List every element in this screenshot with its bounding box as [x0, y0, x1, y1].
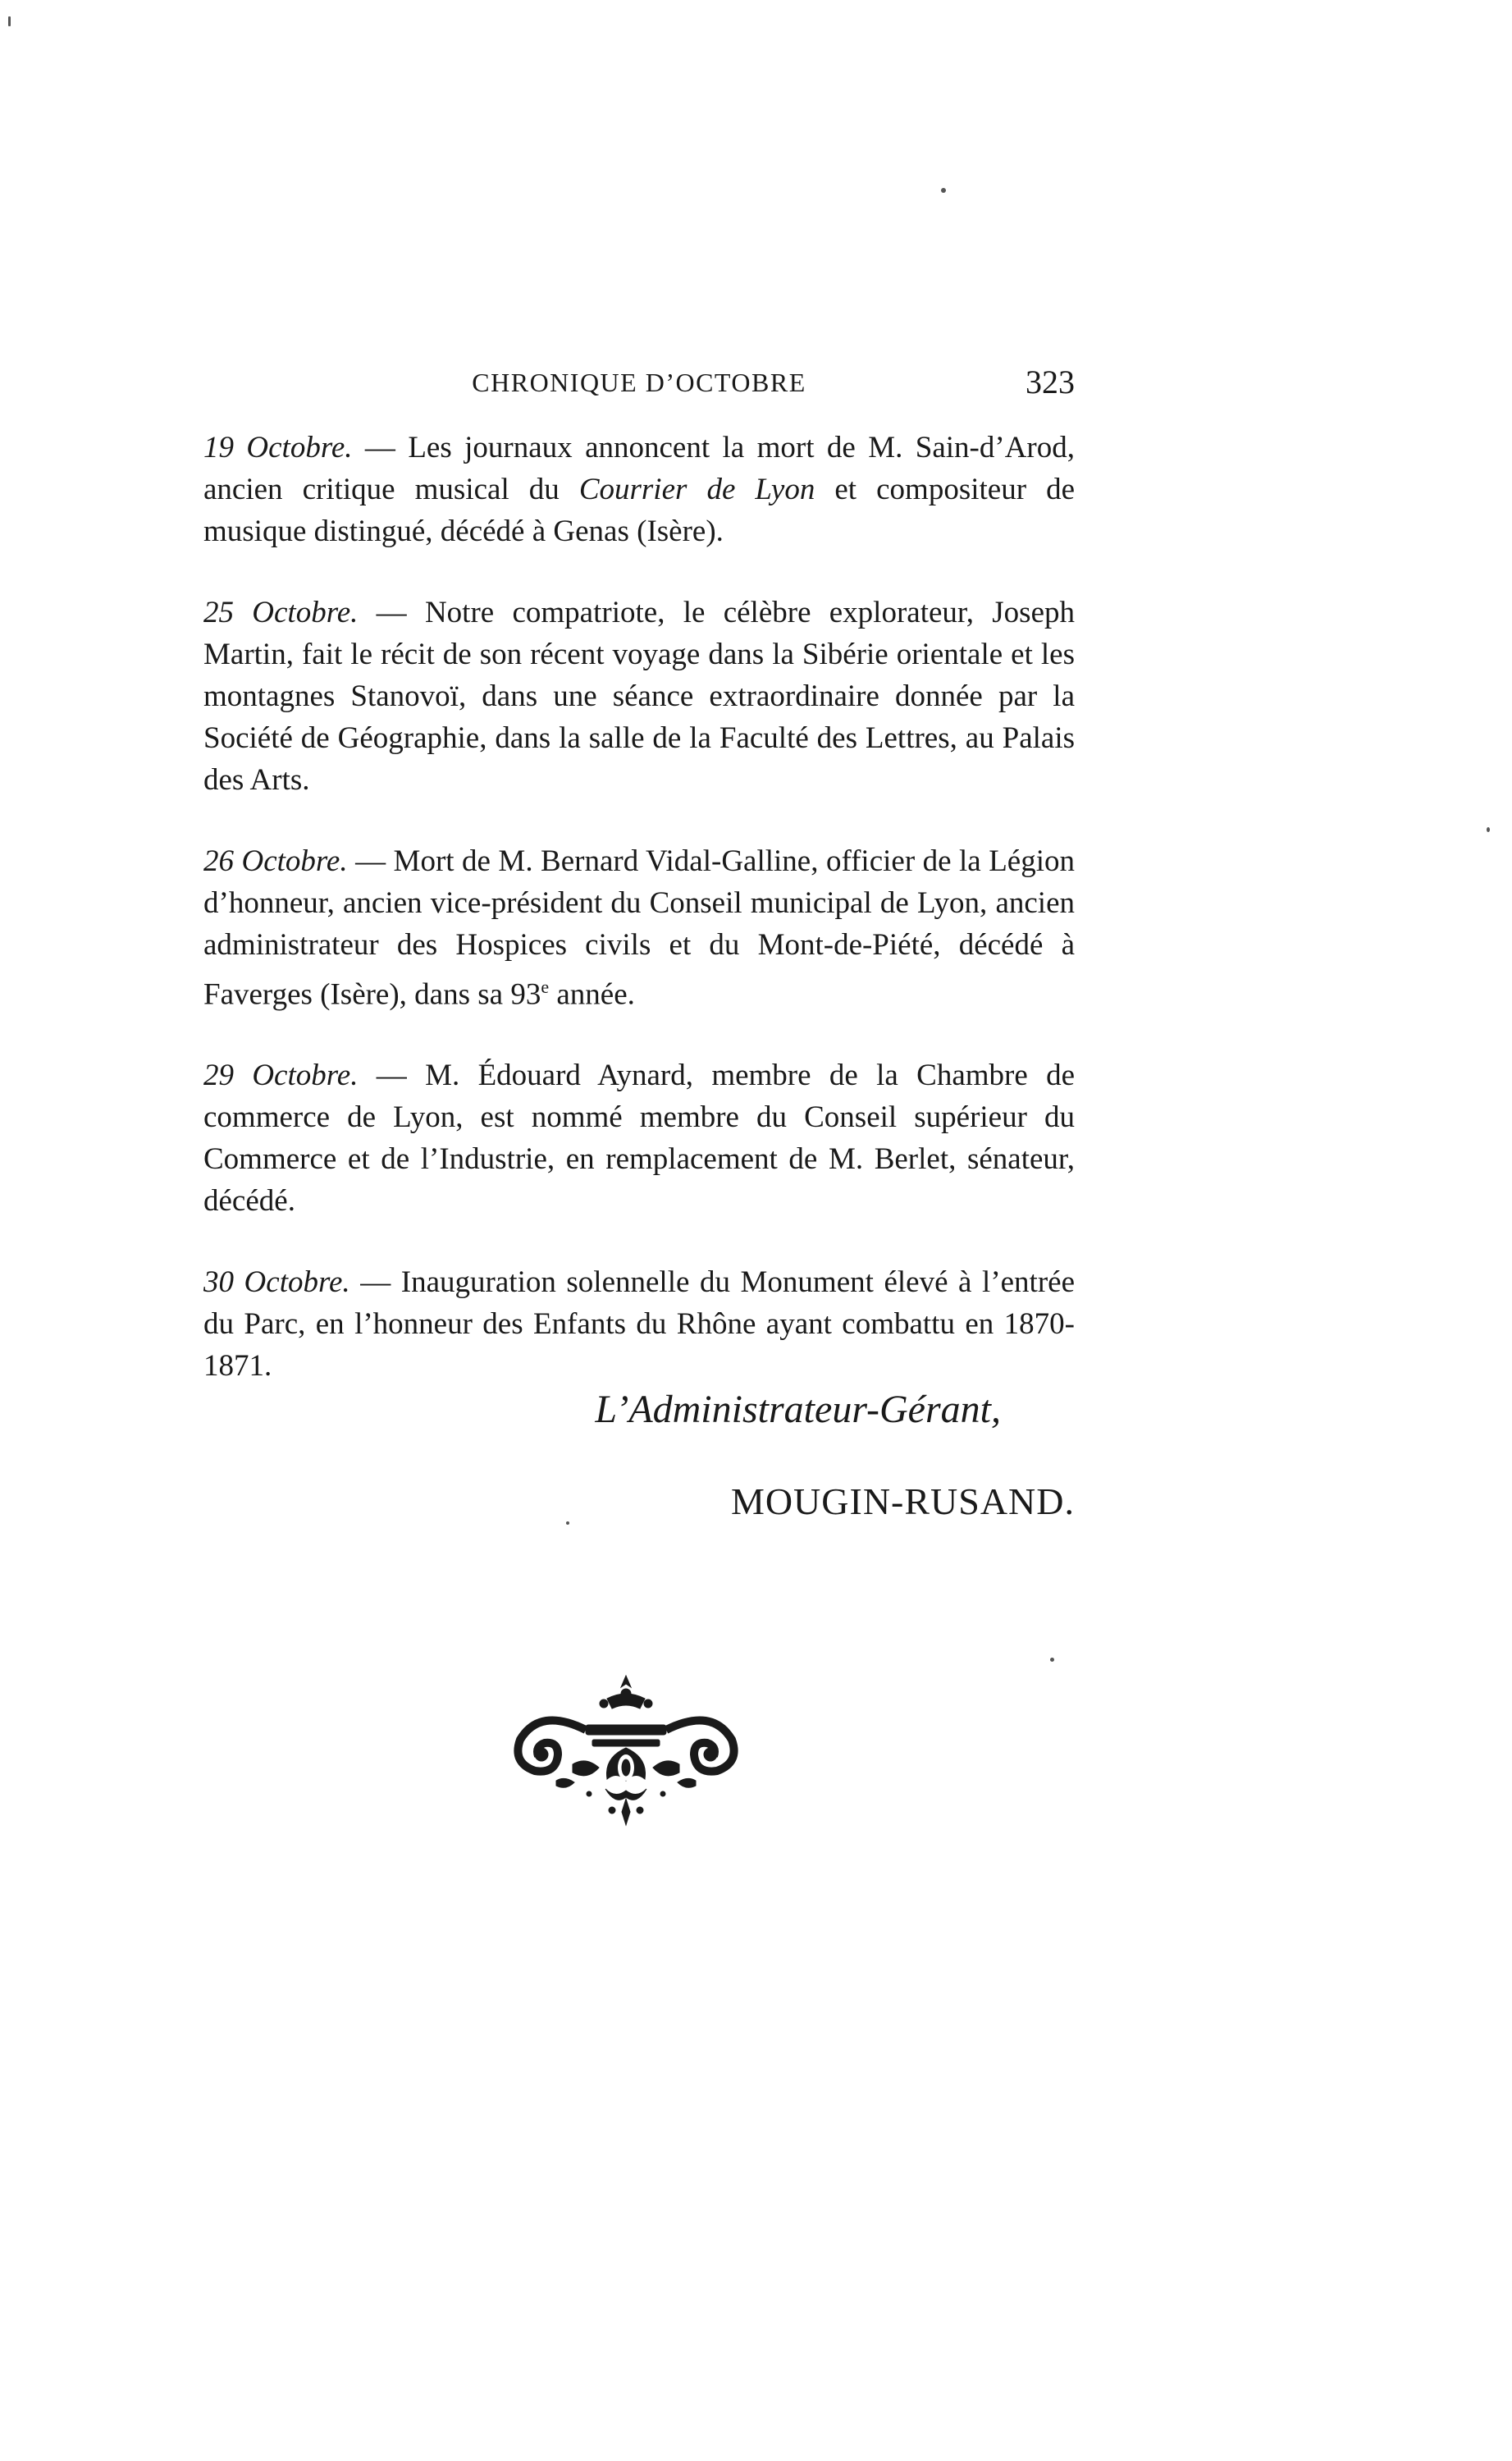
entry-date: 25 Octobre. — [203, 596, 359, 629]
entry-19-october — [203, 427, 1075, 552]
entry-text-continued: année. — [549, 977, 635, 1012]
scan-speck — [1487, 827, 1490, 832]
running-head — [203, 361, 1075, 410]
entry-29-october — [203, 1054, 1075, 1222]
newspaper-title: Courrier de Lyon — [578, 473, 815, 506]
entry-text: — M. Édouard Aynard, membre de la Chambre de commerce de Lyon, est nommé membre du Conseil supérieur du Commerce et de l’Industrie, en remplacement de M. Berlet, sénateur, décédé. — [203, 1059, 1076, 1219]
entry-date: 19 Octobre. — [203, 431, 353, 464]
signature-name: MOUGIN-RUSAND. — [730, 1480, 1075, 1522]
fleuron-ornament-icon — [507, 1666, 745, 1830]
entry-text: — Les journaux annoncent la mort de M. Sain-d’Arod, ancien critique musical du — [203, 431, 1075, 506]
entry-25-october — [203, 592, 1075, 801]
running-title: CHRONIQUE D’OCTOBRE — [472, 368, 806, 397]
entry-26-october — [203, 840, 1075, 1015]
entry-text: — Inauguration solennelle du Monument élevé à l’entrée du Parc, en l’honneur des Enfants du Rhône ayant combattu en 1870-1871. — [203, 1265, 1076, 1384]
entry-30-october — [203, 1261, 1075, 1387]
entry-date: 26 Octobre. — [203, 844, 348, 878]
scan-speck — [566, 1521, 569, 1525]
scan-speck — [941, 188, 946, 193]
entry-date: 29 Octobre. — [203, 1059, 359, 1093]
signature-block — [203, 1387, 1075, 1523]
entry-text: — Notre compatriote, le célèbre explorateur, Joseph Martin, fait le récit de son récent voyage dans la Sibérie orientale et les montagnes Stanovoï, dans une séance extraordinaire donnée par la Société de Géographie, dans la salle de la Faculté des Lettres, au Palais des Arts. — [203, 596, 1075, 797]
chronicle-body — [203, 427, 1075, 1426]
signature-title: L’Administrateur-Gérant, — [595, 1388, 1001, 1431]
scan-speck — [1050, 1658, 1054, 1662]
entry-text: — Mort de M. Bernard Vidal-Galline, officier de la Légion d’honneur, ancien vice-président du Conseil municipal de Lyon, ancien administrateur des Hospices civils et du Mont-de-Piété, décédé à Faverges (Isère), dans sa 93 — [203, 844, 1076, 1012]
ordinal-superscript: e — [541, 977, 550, 997]
entry-text-continued: et compositeur de musique distingué, décédé à Genas (Isère). — [203, 473, 1075, 548]
entry-date: 30 Octobre. — [203, 1265, 350, 1300]
page-number: 323 — [1026, 364, 1075, 400]
scan-speck — [8, 16, 11, 26]
